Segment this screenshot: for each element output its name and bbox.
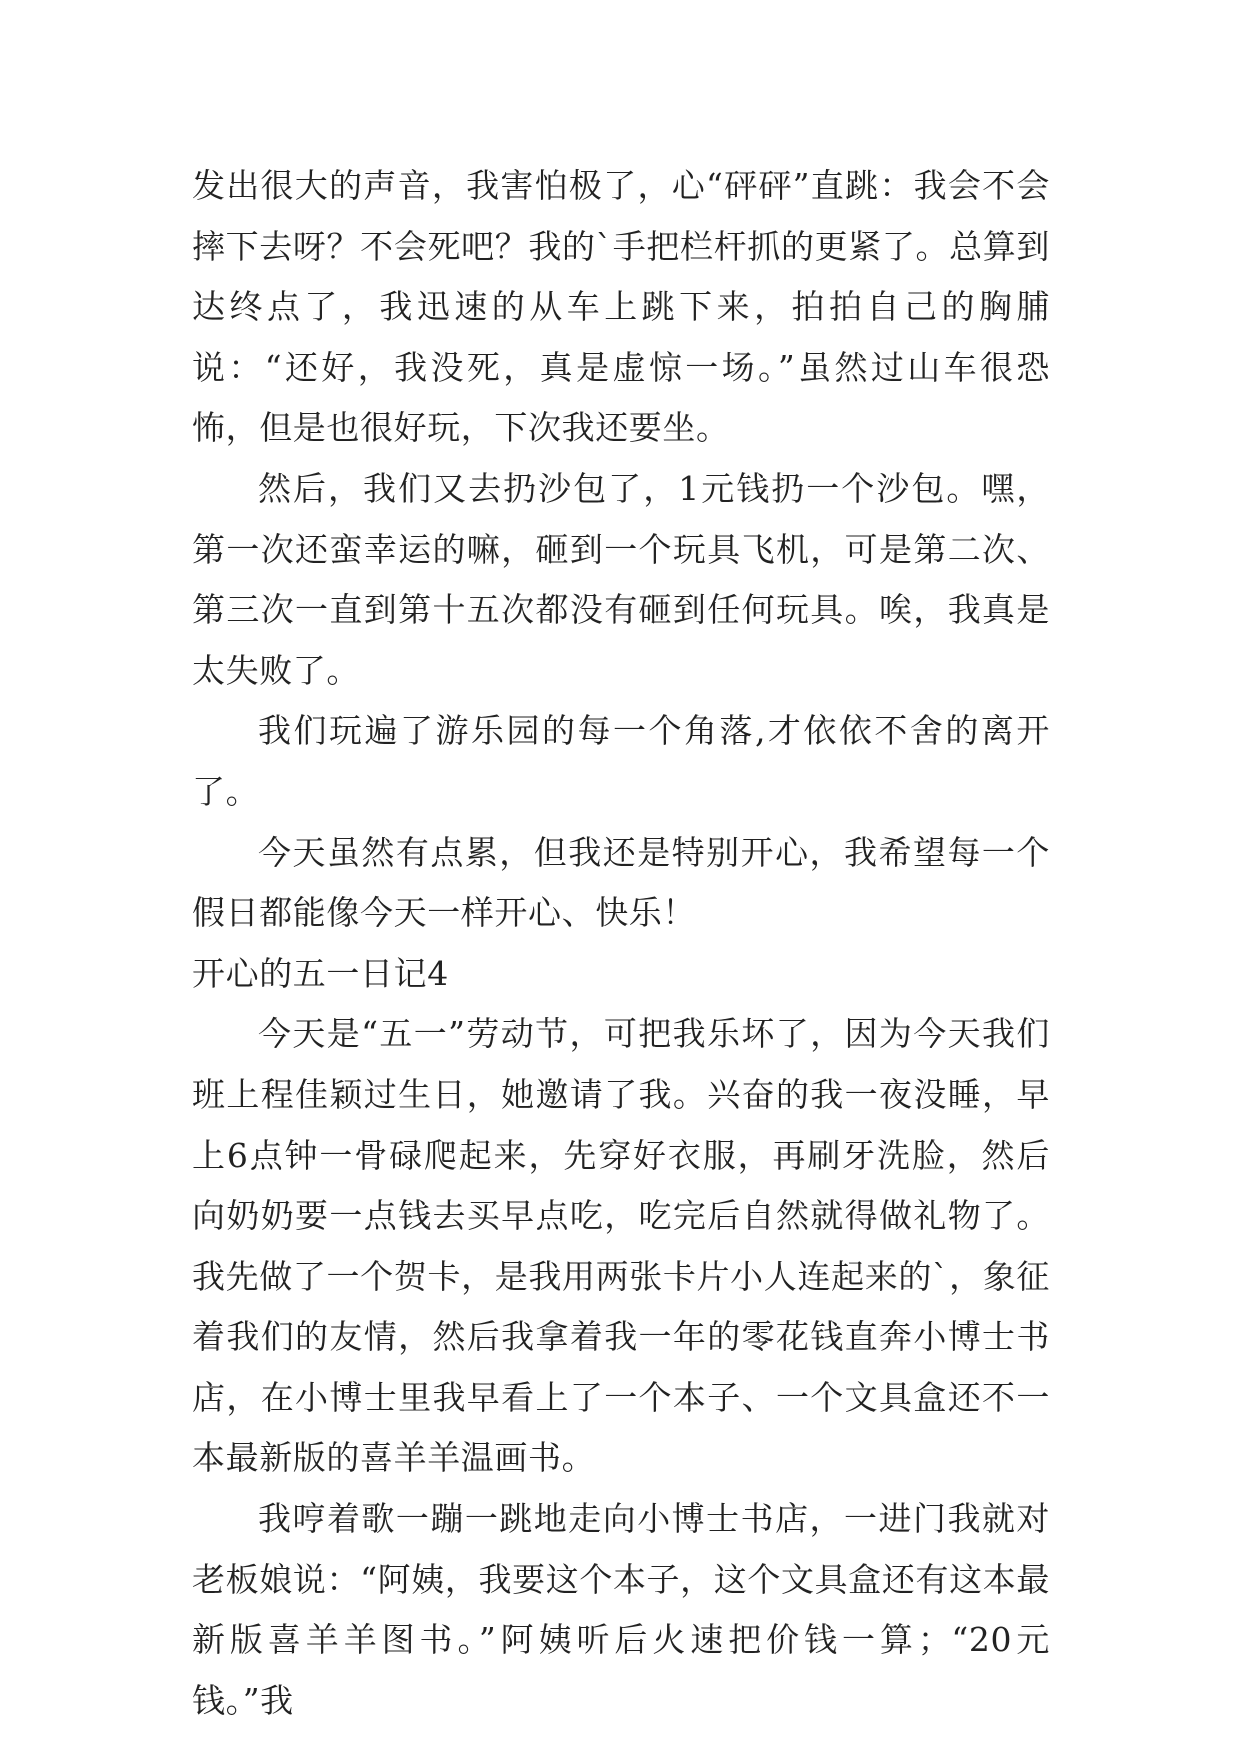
section-title: 开心的五一日记4 <box>192 953 449 993</box>
paragraph-sandbag: 然后，我们又去扔沙包了，1元钱扔一个沙包。嘿，第一次还蛮幸运的嘛，砸到一个玩具飞机，可是第二次、第三次一直到第十五次都没有砸到任何玩具。唉，我真是太失败了。 <box>192 468 1050 690</box>
document-body <box>192 156 1050 1731</box>
paragraph-happy-day: 今天虽然有点累，但我还是特别开心，我希望每一个假日都能像今天一样开心、快乐！ <box>192 832 1050 933</box>
paragraph-leaving-park: 我们玩遍了游乐园的每一个角落,才依依不舍的离开了。 <box>192 711 1050 811</box>
paragraph-roller-coaster: 发出很大的声音，我害怕极了，心“砰砰”直跳：我会不会摔下去呀？不会死吧？我的`手把栏杆抓的更紧了。总算到达终点了，我迅速的从车上跳下来，拍拍自己的胸脯说：“还好，我没死，真是虚惊一场。”虽然过山车很恐怖，但是也很好玩，下次我还要坐。 <box>192 166 1050 448</box>
paragraph-birthday: 今天是“五一”劳动节，可把我乐坏了，因为今天我们班上程佳颖过生日，她邀请了我。兴奋的我一夜没睡，早上6点钟一骨碌爬起来，先穿好衣服，再刷牙洗脸，然后向奶奶要一点钱去买早点吃，吃完后自然就得做礼物了。我先做了一个贺卡，是我用两张卡片小人连起来的`，象征着我们的友情，然后我拿着我一年的零花钱直奔小博士书店，在小博士里我早看上了一个本子、一个文具盒还不一本最新版的喜羊羊温画书。 <box>192 1014 1050 1478</box>
paragraph-bookstore: 我哼着歌一蹦一跳地走向小博士书店，一进门我就对老板娘说：“阿姨，我要这个本子，这个文具盒还有这本最新版喜羊羊图书。”阿姨听后火速把价钱一算；“20元钱。”我 <box>192 1499 1050 1720</box>
